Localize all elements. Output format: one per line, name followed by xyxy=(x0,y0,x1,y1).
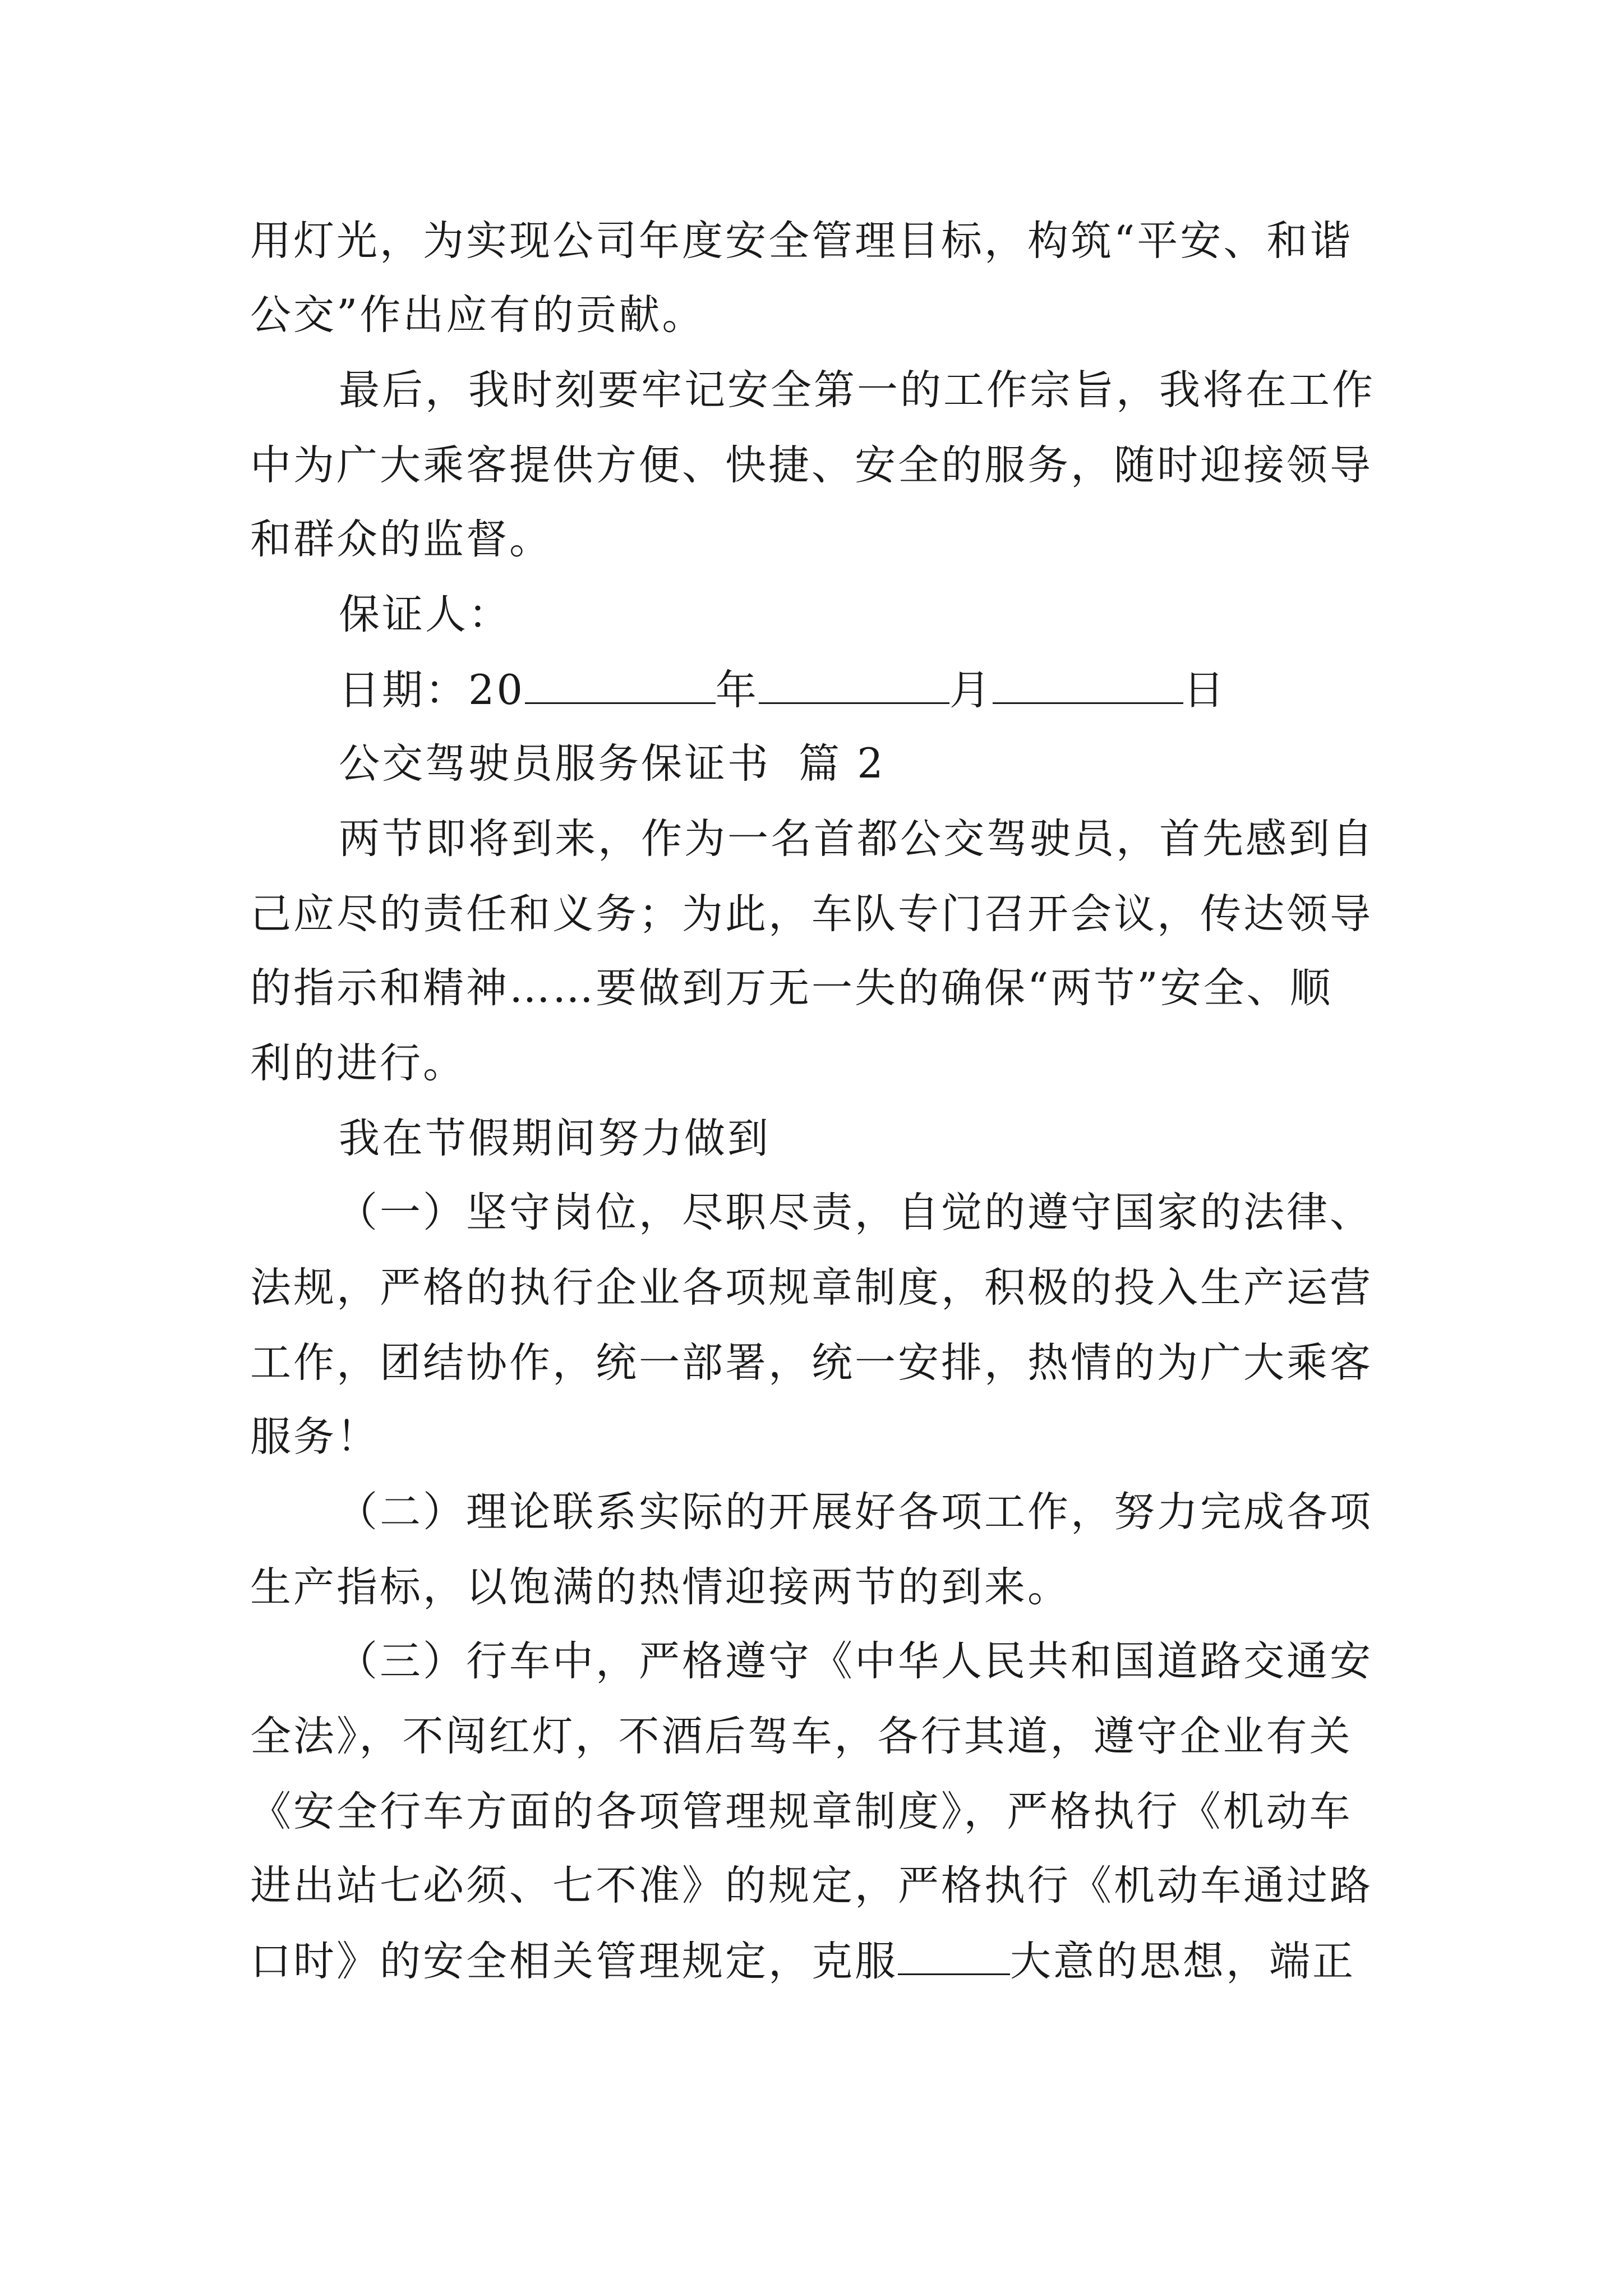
month-blank xyxy=(759,662,949,704)
text-line: 全法》，不闯红灯，不酒后驾车，各行其道，遵守企业有关 xyxy=(250,1713,1353,1760)
paragraph-start: 两节即将到来，作为一名首都公交驾驶员，首先感到自 xyxy=(339,815,1375,863)
paragraph-start: （二）理论联系实际的开展好各项工作，努力完成各项 xyxy=(336,1488,1373,1536)
guarantor-label: 保证人： xyxy=(339,591,511,638)
text-line-with-blank xyxy=(250,1933,1355,1989)
text-line: 和群众的监督。 xyxy=(250,516,552,563)
month-label: 月 xyxy=(949,666,993,714)
date-line xyxy=(339,662,1227,718)
heading-title: 公交驾驶员服务保证书 xyxy=(339,740,771,788)
text-line: 己应尽的责任和义务；为此，车队专门召开会议，传达领导 xyxy=(250,890,1373,938)
day-label: 日 xyxy=(1183,666,1227,714)
year-label: 年 xyxy=(715,666,759,714)
text-line: 《安全行车方面的各项管理规章制度》，严格执行《机动车 xyxy=(250,1788,1353,1835)
section-heading xyxy=(339,736,886,792)
paragraph-start: 我在节假期间努力做到 xyxy=(339,1115,771,1162)
heading-part: 篇 2 xyxy=(799,740,886,788)
date-label: 日期：20 xyxy=(339,666,525,714)
year-blank xyxy=(525,662,716,704)
fill-in-blank xyxy=(898,1933,1010,1975)
paragraph-start: （一）坚守岗位，尽职尽责，自觉的遵守国家的法律、 xyxy=(336,1189,1373,1236)
text-line: 服务！ xyxy=(250,1413,380,1461)
text-line: 进出站七必须、七不准》的规定，严格执行《机动车通过路 xyxy=(250,1862,1373,1910)
text-line: 工作，团结协作，统一部署，统一安排，热情的为广大乘客 xyxy=(250,1339,1373,1387)
paragraph-start: 最后，我时刻要牢记安全第一的工作宗旨，我将在工作 xyxy=(339,366,1375,414)
text-before-blank: 口时》的安全相关管理规定，克服 xyxy=(250,1938,898,1985)
text-line: 的指示和精神……要做到万无一失的确保“两节”安全、顺 xyxy=(250,964,1333,1012)
text-line: 中为广大乘客提供方便、快捷、安全的服务，随时迎接领导 xyxy=(250,441,1373,489)
text-line: 公交”作出应有的贡献。 xyxy=(250,291,706,339)
text-line: 法规，严格的执行企业各项规章制度，积极的投入生产运营 xyxy=(250,1264,1373,1312)
paragraph-start: （三）行车中，严格遵守《中华人民共和国道路交通安 xyxy=(336,1637,1373,1685)
day-blank xyxy=(993,662,1183,704)
text-after-blank: 大意的思想，端正 xyxy=(1010,1938,1355,1985)
text-line: 生产指标，以饱满的热情迎接两节的到来。 xyxy=(250,1563,1071,1611)
text-line: 用灯光，为实现公司年度安全管理目标，构筑“平安、和谐 xyxy=(250,217,1353,265)
text-line: 利的进行。 xyxy=(250,1039,466,1087)
